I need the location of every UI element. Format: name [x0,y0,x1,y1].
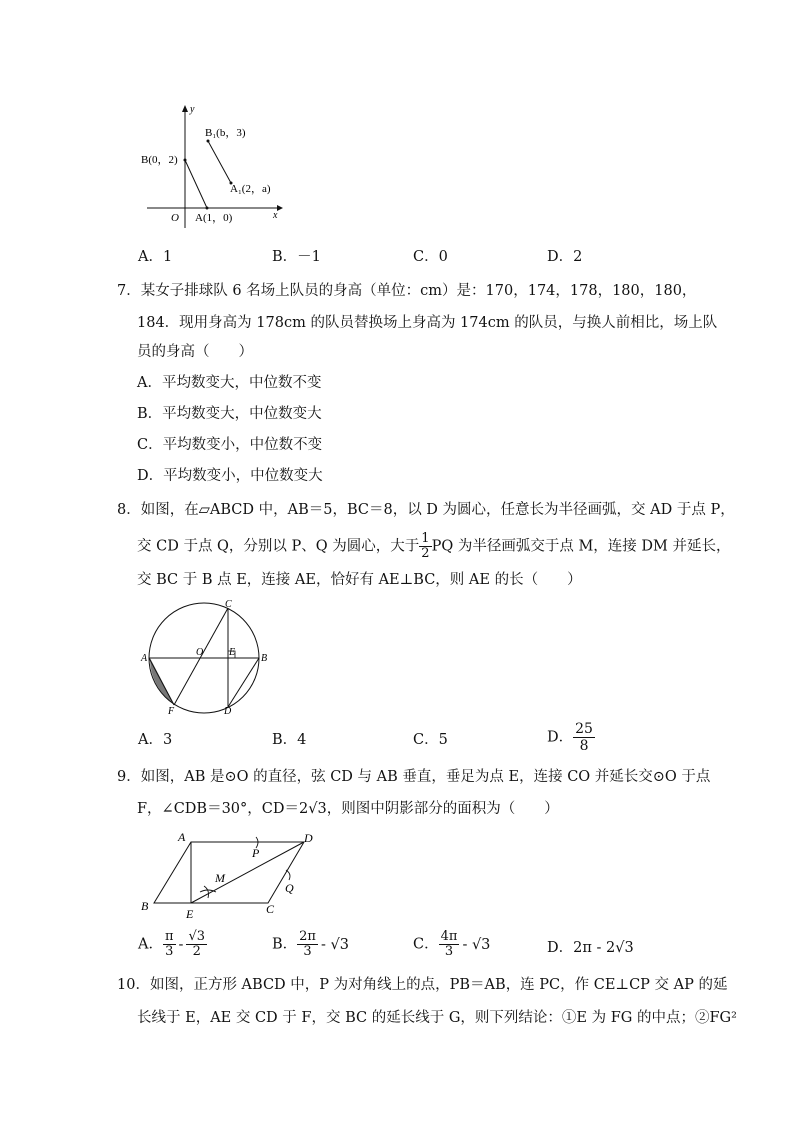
y-axis-arrow [182,105,188,112]
label-b: B(0，2) [141,154,178,166]
label-a: A(1，0) [195,212,233,224]
q9-option-a-num1: π [164,929,174,944]
q9-option-b-prefix: B． [272,936,298,953]
q9-option-c-den: 3 [444,944,454,959]
label-b1: B₁(b，3) [205,127,246,139]
segment-ab [185,160,207,208]
label-x: x [273,210,278,221]
q8-option-c: C．5 [413,732,448,748]
q8-line-2-start: 交 CD 于点 Q，分别以 P、Q 为圆心，大于 [137,538,420,555]
q9-option-c-num: 4π [440,929,458,944]
label-c: C [266,902,275,916]
label-b: B [261,653,268,664]
q8-line-3: 交 BC 于 B 点 E，连接 AE，恰好有 AE⊥BC，则 AE 的长（ ） [137,572,582,588]
label-m: M [215,871,225,885]
q7-line-1: 7．某女子排球队 6 名场上队员的身高（单位：cm）是：170，174，178，180，180， [117,283,697,299]
q9-parallelogram-figure [138,830,328,920]
q7-option-d: D．平均数变小，中位数变大 [137,468,323,484]
label-e: E [229,647,236,658]
q6-option-a: A．1 [138,249,173,265]
label-a: A [141,653,148,664]
q8-line-2 [137,532,730,561]
label-o: O [171,212,179,224]
label-p: P [252,846,260,860]
label-c: C [225,599,232,610]
segment-a1b1 [208,141,231,183]
q9-option-a-minus: - [178,936,184,953]
q8-option-d-den: 8 [579,738,589,754]
arc-m1 [204,886,209,898]
q9-option-a-frac2 [186,930,207,959]
label-y: y [190,104,195,115]
q9-option-d: D．2π - 2√3 [547,940,634,956]
q9-option-c-tail: - √3 [462,936,491,953]
line-bd [228,658,259,707]
label-e: E [186,907,194,920]
q6-option-c: C．0 [413,249,448,265]
q9-option-a-frac1 [163,930,176,959]
parallelogram-abcd [154,842,304,903]
q9-option-b-tail: - √3 [320,936,349,953]
q9-line-2: F，∠CDB＝30°，CD＝2√3，则图中阴影部分的面积为（ ） [137,801,559,817]
label-q: Q [285,881,294,895]
q9-option-a-den1: 3 [165,944,174,959]
q7-option-b: B．平均数变大，中位数变大 [137,406,322,422]
q9-option-a [138,930,207,959]
q7-line-3: 员的身高（ ） [137,344,253,360]
q9-option-a-den2: 2 [192,944,201,959]
q8-option-a: A．3 [138,732,173,748]
q9-option-a-num2: √3 [188,929,205,944]
q8-fraction [419,532,431,561]
q8-option-d-fraction [573,721,595,754]
q8-option-d [547,721,595,754]
x-axis-arrow [277,205,283,211]
q8-line-1: 8．如图，在▱ABCD 中，AB＝5，BC＝8，以 D 为圆心，任意长为半径画弧，交 AD 于点 P， [117,502,735,518]
q8-circle-figure [138,596,270,716]
q7-option-c: C．平均数变小，中位数不变 [137,437,323,453]
label-a1: A₁(2，a) [230,183,271,195]
q8-fraction-num: 1 [421,531,430,546]
q8-option-d-prefix: D． [547,729,574,746]
q6-coordinate-figure [135,100,295,235]
q9-option-c-prefix: C． [413,936,439,953]
q8-fraction-den: 2 [421,546,430,561]
q6-option-b: B．－1 [272,249,321,265]
q8-option-b: B．4 [272,732,307,748]
q8-option-d-num: 25 [575,721,593,737]
q10-line-1: 10．如图，正方形 ABCD 中，P 为对角线上的点，PB＝AB，连 PC，作 CE⊥CP 交 AP 的延 [117,977,728,993]
q9-option-c [413,930,490,959]
label-d: D [224,706,232,716]
label-b: B [141,899,149,913]
q7-option-a: A．平均数变大，中位数不变 [137,375,322,391]
q10-line-2: 长线于 E，AE 交 CD 于 F，交 BC 的延长线于 G，则下列结论：①E 为 FG 的中点；②FG² [137,1010,737,1026]
q8-line-2-end: PQ 为半径画弧交于点 M，连接 DM 并延长， [431,538,731,555]
q9-option-b-num: 2π [299,929,316,944]
label-d: D [304,831,313,845]
q9-option-b [272,930,349,959]
q9-option-b-frac [297,930,318,959]
q9-option-a-prefix: A． [138,936,163,953]
q7-line-2: 184．现用身高为 178cm 的队员替换场上身高为 174cm 的队员，与换人前相比，场上队 [137,315,718,331]
q6-option-d: D．2 [547,249,583,265]
label-f: F [168,706,175,716]
label-o: O [196,647,204,658]
q9-option-b-den: 3 [303,944,312,959]
q9-line-1: 9．如图，AB 是⊙O 的直径，弦 CD 与 AB 垂直，垂足为点 E，连接 CO 并延长交⊙O 于点 [117,769,711,785]
q9-option-c-frac [439,930,460,959]
line-af [149,658,174,705]
label-a: A [178,830,186,844]
